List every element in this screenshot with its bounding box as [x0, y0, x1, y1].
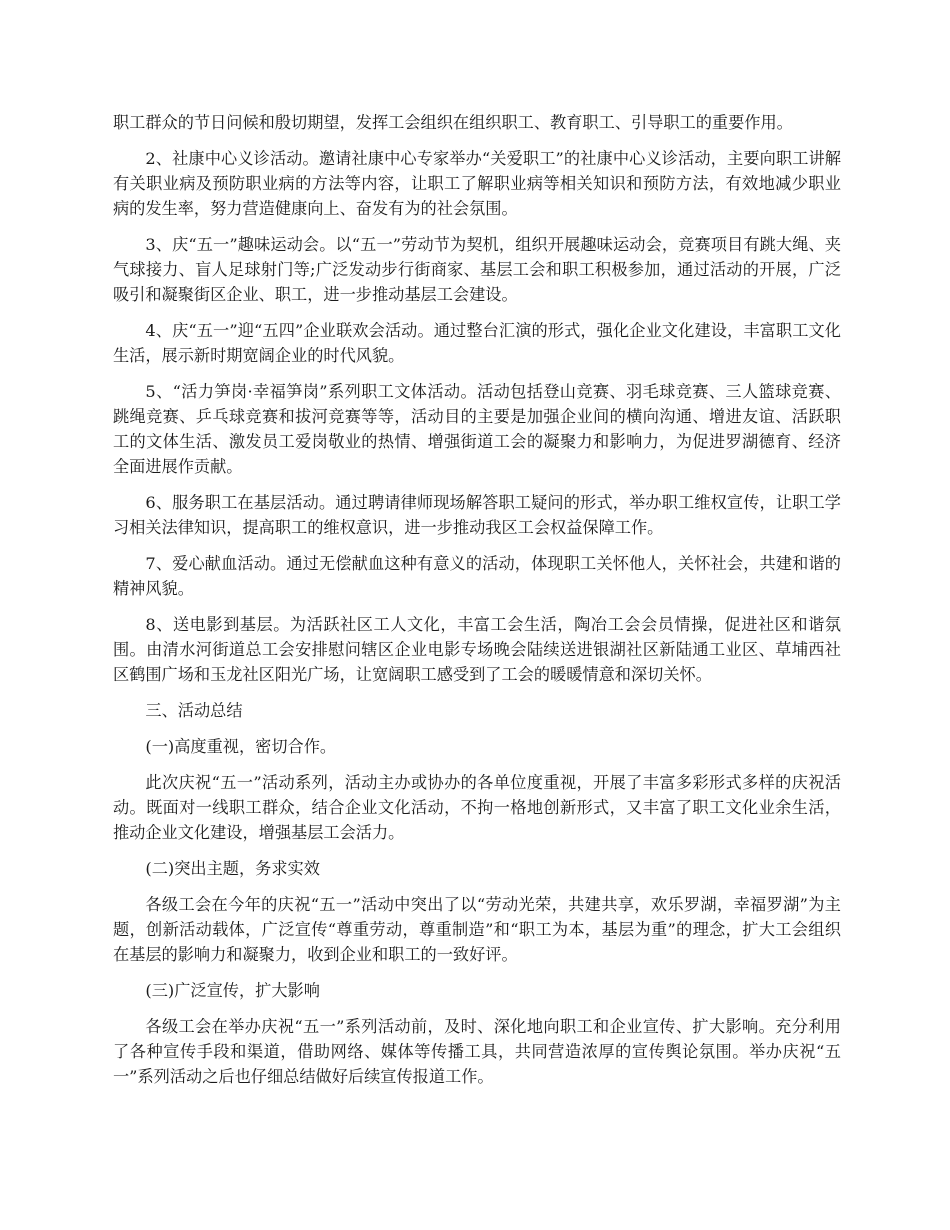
paragraph-item-3: 3、庆“五一”趣味运动会。以“五一”劳动节为契机，组织开展趣味运动会，竞赛项目有跳大绳、夹气球接力、盲人足球射门等;广泛发动步行街商家、基层工会和职工积极参加，通过活动的开展，广泛吸引和凝聚街区企业、职工，进一步推动基层工会建设。	[113, 235, 841, 304]
paragraph-summary-1: 此次庆祝“五一”活动系列，活动主办或协办的各单位度重视，开展了丰富多彩形式多样的庆祝活动。既面对一线职工群众，结合企业文化活动，不拘一格地创新形式，又丰富了职工文化业余生活，推动企业文化建设，增强基层工会活力。	[113, 773, 841, 842]
paragraph-item-5: 5、“活力笋岗·幸福笋岗”系列职工文体活动。活动包括登山竞赛、羽毛球竞赛、三人篮球竞赛、跳绳竞赛、乒乓球竞赛和拔河竞赛等等，活动目的主要是加强企业间的横向沟通、增进友谊、活跃职工的文体生活、激发员工爱岗敬业的热情、增强街道工会的凝聚力和影响力，为促进罗湖德育、经济全面进展作贡献。	[113, 382, 841, 476]
paragraph-summary-3: 各级工会在举办庆祝“五一”系列活动前，及时、深化地向职工和企业宣传、扩大影响。充分利用了各种宣传手段和渠道，借助网络、媒体等传播工具，共同营造浓厚的宣传舆论氛围。举办庆祝“五一”系列活动之后也仔细总结做好后续宣传报道工作。	[113, 1017, 841, 1086]
paragraph-summary-2: 各级工会在今年的庆祝“五一”活动中突出了以“劳动光荣，共建共享，欢乐罗湖，幸福罗湖”为主题，创新活动载体，广泛宣传“尊重劳动，尊重制造”和“职工为本，基层为重”的理念，扩大工会组织在基层的影响力和凝聚力，收到企业和职工的一致好评。	[113, 895, 841, 964]
paragraph-item-4: 4、庆“五一”迎“五四”企业联欢会活动。通过整台汇演的形式，强化企业文化建设，丰富职工文化生活，展示新时期宽阔企业的时代风貌。	[113, 321, 841, 365]
paragraph-item-8: 8、送电影到基层。为活跃社区工人文化，丰富工会生活，陶冶工会会员情操，促进社区和谐氛围。由清水河街道总工会安排慰问辖区企业电影专场晚会陆续送进银湖社区新陆通工业区、草埔西社区鹤围广场和玉龙社区阳光广场，让宽阔职工感受到了工会的暖暖情意和深切关怀。	[113, 615, 841, 684]
paragraph-item-7: 7、爱心献血活动。通过无偿献血这种有意义的活动，体现职工关怀他人，关怀社会，共建和谐的精神风貌。	[113, 554, 841, 598]
subheading-2: (二)突出主题，务求实效	[145, 859, 320, 878]
paragraph-item-2: 2、社康中心义诊活动。邀请社康中心专家举办“关爱职工”的社康中心义诊活动，主要向职工讲解有关职业病及预防职业病的方法等内容，让职工了解职业病等相关知识和预防方法，有效地减少职业病的发生率，努力营造健康向上、奋发有为的社会氛围。	[113, 149, 841, 218]
subheading-1: (一)高度重视，密切合作。	[145, 737, 337, 756]
subheading-3: (三)广泛宣传，扩大影响	[145, 981, 320, 1000]
paragraph-continuation: 职工群众的节日问候和殷切期望，发挥工会组织在组织职工、教育职工、引导职工的重要作用。	[113, 113, 793, 132]
document-body	[113, 110, 841, 1100]
paragraph-item-6: 6、服务职工在基层活动。通过聘请律师现场解答职工疑问的形式，举办职工维权宣传，让职工学习相关法律知识，提高职工的维权意识，进一步推动我区工会权益保障工作。	[113, 493, 841, 537]
section-heading: 三、活动总结	[145, 701, 243, 720]
